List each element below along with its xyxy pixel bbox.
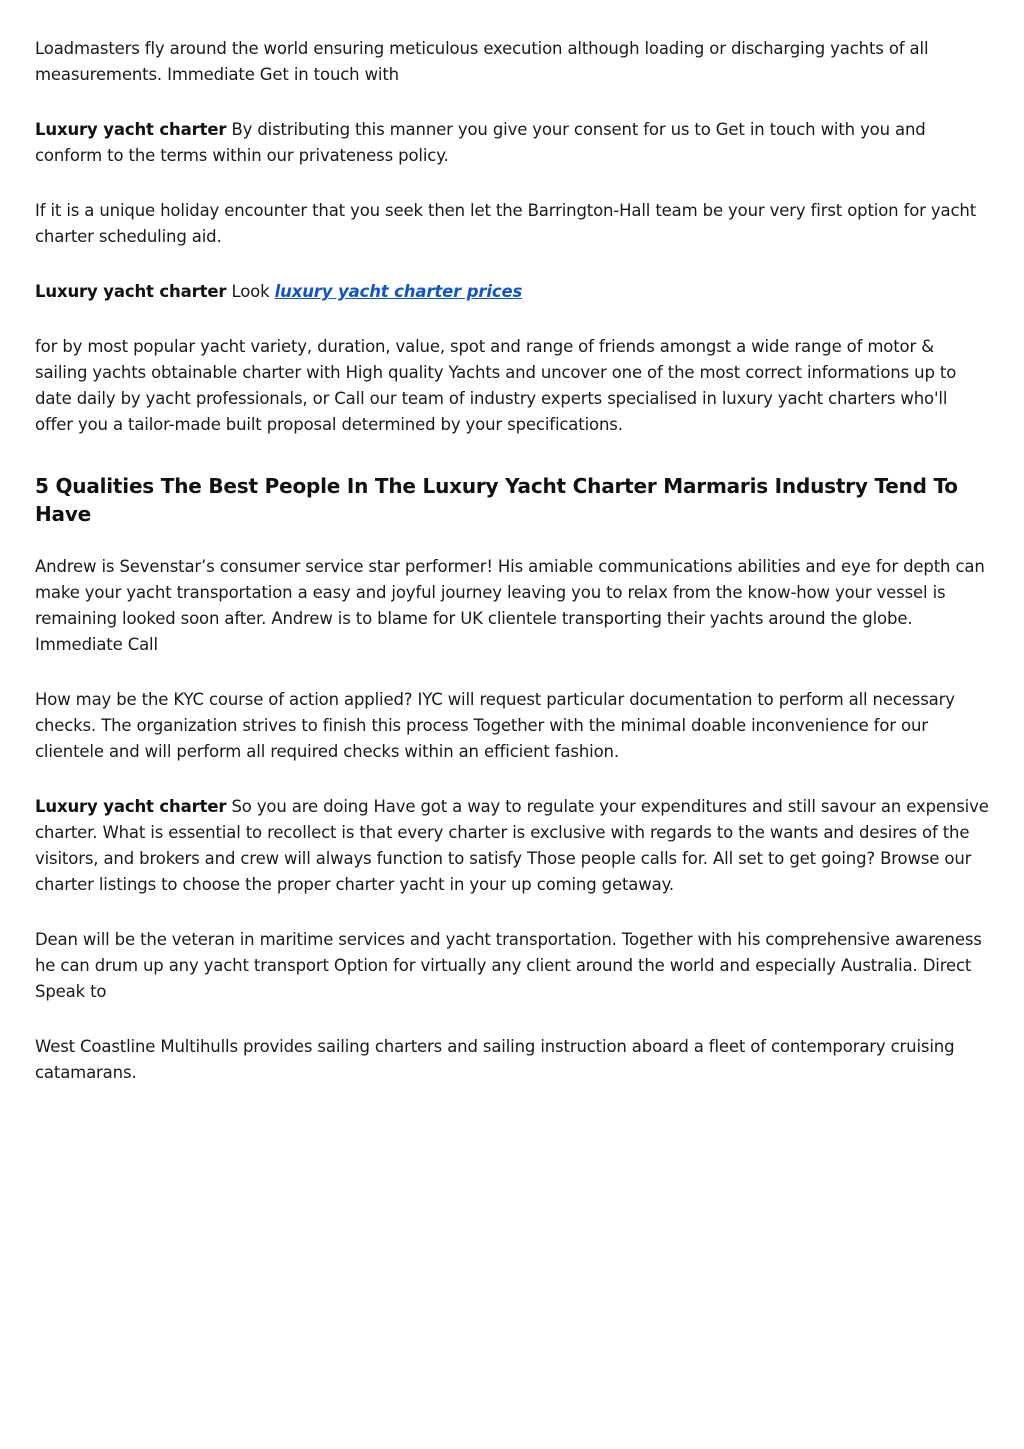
paragraph-yacht-variety: [35, 334, 989, 438]
paragraph-expenditures: [35, 794, 989, 898]
paragraph-consent: [35, 117, 989, 169]
paragraph-text: for by most popular yacht variety, duration, value, spot and range of friends amongst a wide range of motor & sailing yachts obtainable charter with High quality Yachts and uncover one of the most correct informations up to date daily by yacht professionals, or Call our team of industry experts specialised in luxury yacht charters who'll offer you a tailor-made built proposal determined by your specifications.: [35, 337, 957, 434]
section-heading: 5 Qualities The Best People In The Luxury Yacht Charter Marmaris Industry Tend To Have: [35, 474, 958, 526]
keyword-lead: Luxury yacht charter: [35, 797, 227, 816]
paragraph-text: So you are doing Have got a way to regulate your expenditures and still savour an expensive charter. What is essential to recollect is that every charter is exclusive with regards to the wants and desires of the visitors, and brokers and crew will always function to satisfy Those people calls for. All set to get going? Browse our charter listings to choose the proper charter yacht in your up coming getaway.: [35, 797, 989, 894]
paragraph-andrew: [35, 554, 989, 658]
paragraph-text: Look: [226, 282, 275, 301]
document-page: [35, 36, 989, 1115]
paragraph-text: Andrew is Sevenstar’s consumer service star performer! His amiable communications abilities and eye for depth can make your yacht transportation a easy and joyful journey leaving you to relax from the know-how your vessel is remaining looked soon after. Andrew is to blame for UK clientele transporting their yachts around the globe. Immediate Call: [35, 557, 985, 654]
paragraph-look-prices: [35, 279, 989, 305]
paragraph-dean: [35, 927, 989, 1005]
paragraph-west-coastline: [35, 1034, 989, 1086]
paragraph-text: How may be the KYC course of action applied? IYC will request particular documentation to perform all necessary checks. The organization strives to finish this process Together with the minimal doable inconvenience for our clientele and will perform all required checks within an efficient fashion.: [35, 690, 955, 761]
paragraph-kyc: [35, 687, 989, 765]
keyword-lead: Luxury yacht charter: [35, 120, 227, 139]
paragraph-text: Loadmasters fly around the world ensuring meticulous execution although loading or discharging yachts of all measurements. Immediate Get in touch with: [35, 39, 929, 84]
keyword-lead: Luxury yacht charter: [35, 282, 227, 301]
paragraph-barrington-hall: [35, 198, 989, 250]
paragraph-text: Dean will be the veteran in maritime services and yacht transportation. Together with his comprehensive awareness he can drum up any yacht transport Option for virtually any client around the world and especially Australia. Direct Speak to: [35, 930, 982, 1001]
paragraph-text: By distributing this manner you give your consent for us to Get in touch with you and conform to the terms within our privateness policy.: [35, 120, 926, 165]
paragraph-loadmasters: [35, 36, 989, 88]
paragraph-text: If it is a unique holiday encounter that you seek then let the Barrington-Hall team be your very first option for yacht charter scheduling aid.: [35, 201, 977, 246]
paragraph-text: West Coastline Multihulls provides sailing charters and sailing instruction aboard a fleet of contemporary cruising catamarans.: [35, 1037, 955, 1082]
luxury-yacht-charter-prices-link[interactable]: luxury yacht charter prices: [274, 282, 523, 301]
